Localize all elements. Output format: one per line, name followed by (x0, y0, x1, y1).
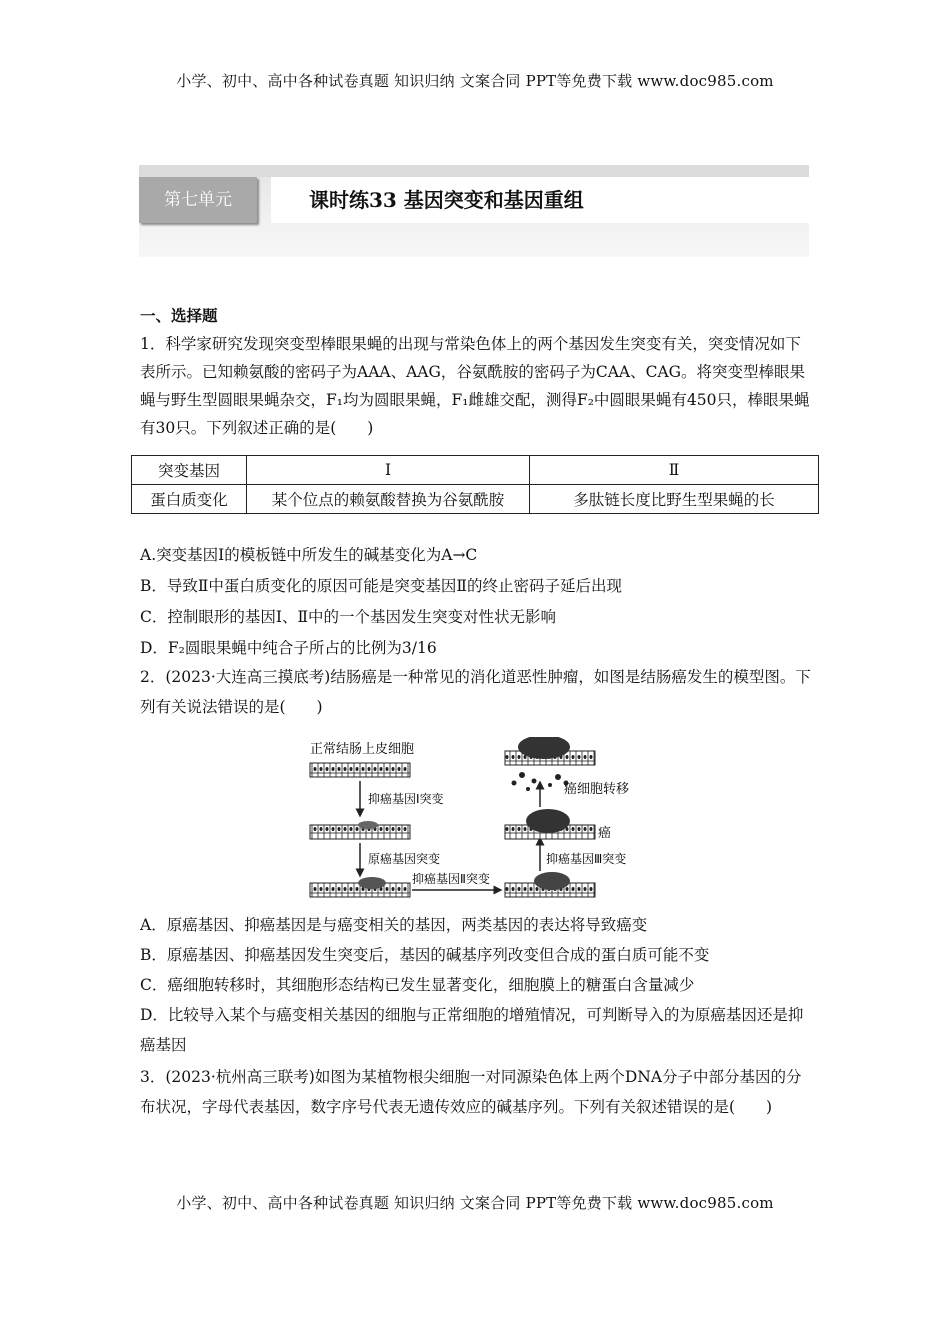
label-metastasis: 癌细胞转移 (564, 782, 630, 797)
table-cell: Ⅱ (530, 456, 819, 485)
unit-label: 第七单元 (139, 177, 257, 223)
option-b: B．原癌基因、抑癌基因发生突变后，基因的碱基序列改变但合成的蛋白质可能不变 (140, 946, 710, 964)
label-cancer: 癌 (598, 826, 612, 841)
option-a: A．原癌基因、抑癌基因是与癌变相关的基因，两类基因的表达将导致癌变 (140, 916, 648, 934)
question-2-stem: 2．(2023·大连高三摸底考)结肠癌是一种常见的消化道恶性肿瘤，如图是结肠癌发生的模型图。下列有关说法错误的是( ) (140, 668, 811, 716)
polyp (534, 872, 570, 890)
question-1-block (140, 302, 816, 442)
lesson-title: 课时练33 基因突变和基因重组 (271, 177, 809, 223)
section-title: 一、选择题 (140, 306, 218, 325)
option-c: C．癌细胞转移时，其细胞形态结构已发生显著变化，细胞膜上的糖蛋白含量减少 (140, 976, 695, 994)
label-step2: 原癌基因突变 (368, 852, 441, 866)
question-1-stem: 1．科学家研究发现突变型棒眼果蝇的出现与常染色体上的两个基因发生突变有关，突变情况如下表所示。已知赖氨酸的密码子为AAA、AAG，谷氨酰胺的密码子为CAA、CAG。将突变型棒眼果蝇与野生型圆眼果蝇杂交，F₁均为圆眼果蝇，F₁雌雄交配，测得F₂中圆眼果蝇有450只，棒眼果蝇有30只。下列叙述正确的是( ) (140, 335, 810, 437)
tumor (526, 809, 570, 833)
page-header: 小学、初中、高中各种试卷真题 知识归纳 文案合同 PPT等免费下载 www.doc985.com (176, 72, 774, 90)
lesion-small (358, 821, 378, 829)
question-3-stem: 3．(2023·杭州高三联考)如图为某植物根尖细胞一对同源染色体上两个DNA分子中部分基因的分布状况，字母代表基因，数字序号代表无遗传效应的碱基序列。下列有关叙述错误的是( ) (140, 1068, 802, 1116)
table-cell: 某个位点的赖氨酸替换为谷氨酰胺 (247, 485, 530, 514)
option-a: A.突变基因Ⅰ的模板链中所发生的碱基变化为A→C (140, 546, 478, 564)
table-row (132, 485, 819, 514)
table-row (132, 456, 819, 485)
page-footer: 小学、初中、高中各种试卷真题 知识归纳 文案合同 PPT等免费下载 www.doc985.com (176, 1194, 774, 1212)
question-1-options (140, 540, 816, 663)
table-cell: 突变基因 (132, 456, 247, 485)
question-2-options (140, 910, 816, 1060)
label-normal-cells: 正常结肠上皮细胞 (310, 742, 415, 757)
mutation-table (131, 455, 819, 514)
banner-strip (139, 165, 809, 177)
label-step1: 抑癌基因Ⅰ突变 (368, 792, 444, 806)
option-c: C．控制眼形的基因Ⅰ、Ⅱ中的一个基因发生突变对性状无影响 (140, 608, 557, 626)
option-d: D．F₂圆眼果蝇中纯合子所占的比例为3/16 (140, 639, 437, 657)
normal-epithelium (310, 763, 410, 777)
colon-cancer-figure (300, 737, 650, 907)
lesion-medium (358, 877, 386, 889)
label-step3: 抑癌基因Ⅱ突变 (412, 872, 490, 886)
table-cell: Ⅰ (247, 456, 530, 485)
option-b: B．导致Ⅱ中蛋白质变化的原因可能是突变基因Ⅱ的终止密码子延后出现 (140, 577, 622, 595)
option-d: D．比较导入某个与癌变相关基因的细胞与正常细胞的增殖情况，可判断导入的为原癌基因还是抑癌基因 (140, 1006, 804, 1054)
table-cell: 蛋白质变化 (132, 485, 247, 514)
table-cell: 多肽链长度比野生型果蝇的长 (530, 485, 819, 514)
unit-banner (139, 165, 809, 257)
label-step4: 抑癌基因Ⅲ突变 (546, 852, 627, 866)
